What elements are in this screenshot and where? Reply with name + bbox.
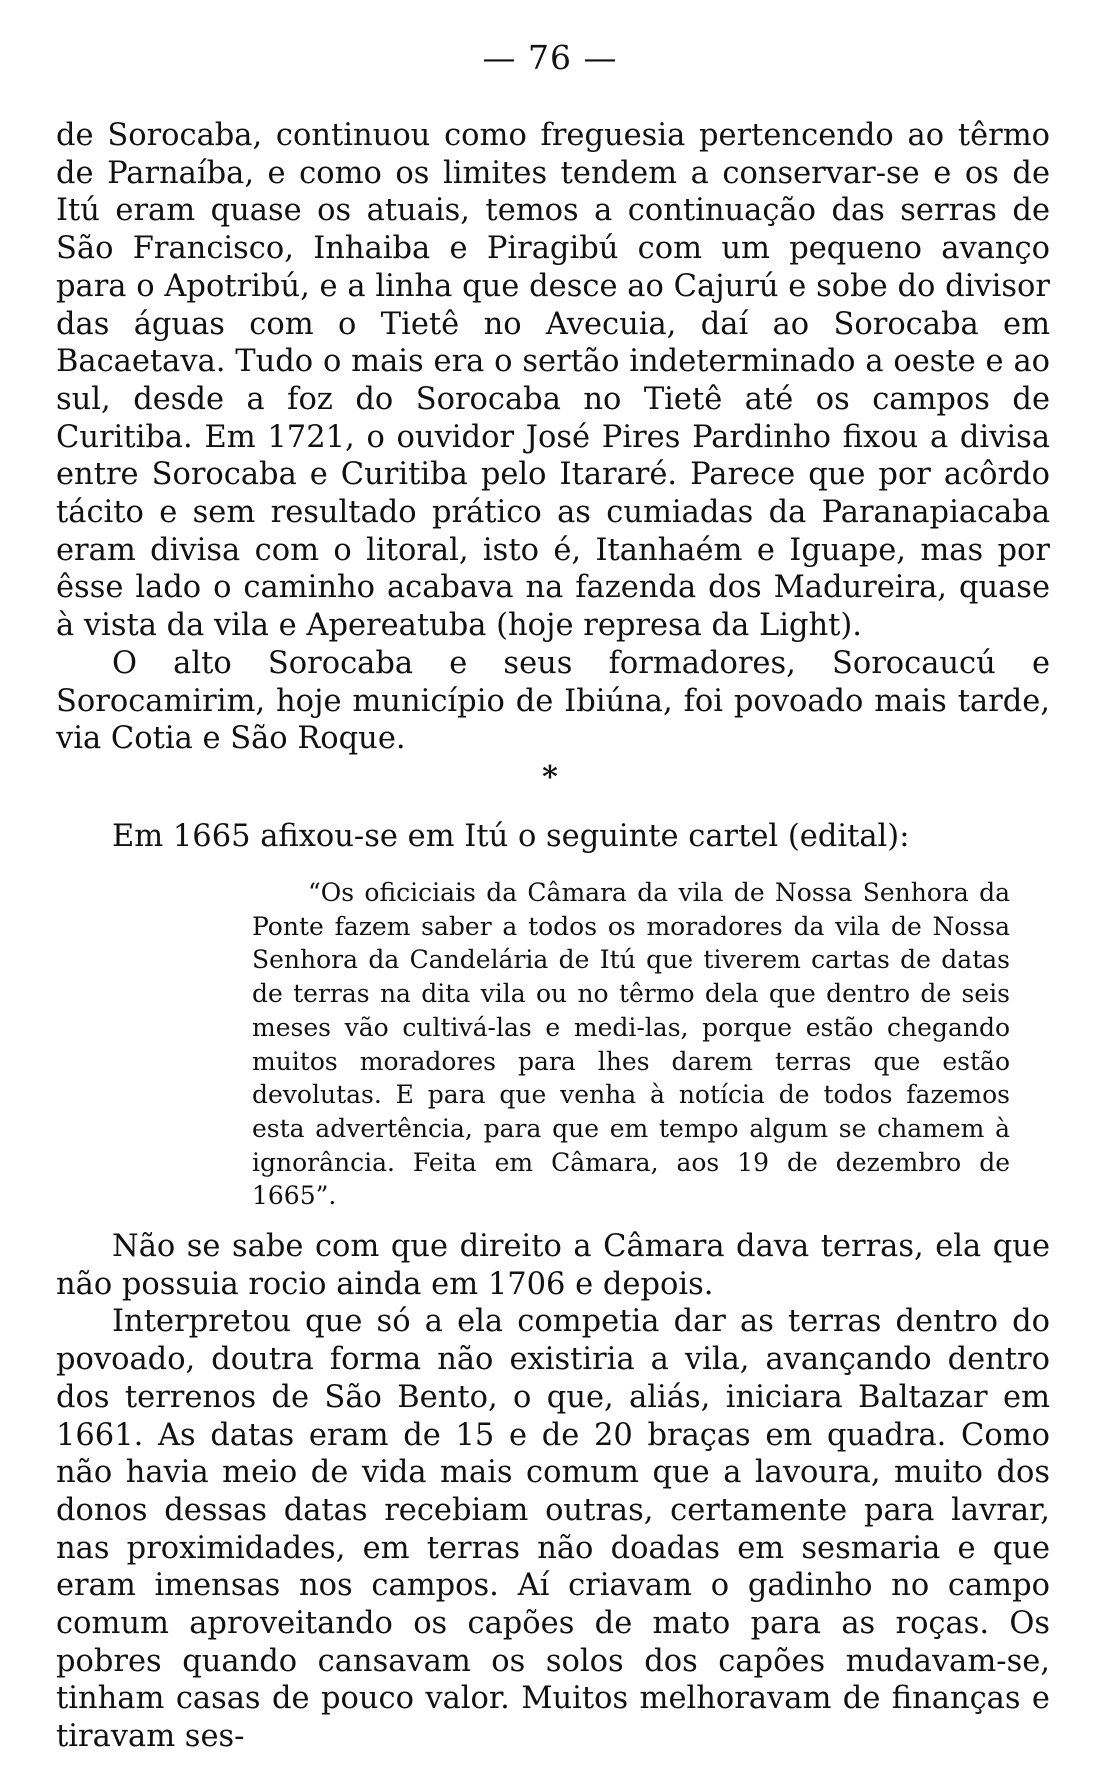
paragraph: Interpretou que só a ela competia dar as terras dentro do povoado, doutra forma não existiria a vila, avançando dentro dos terrenos de São Bento, o que, aliás, iniciara Baltazar em 1661. As datas eram de 15 e de 20 braças em quadra. Como não havia meio de vida mais comum que a lavoura, muito dos donos dessas datas recebiam outras, certamente para lavrar, nas proximidades, em terras não doadas em sesmaria e que eram imensas nos campos. Aí criavam o gadinho no campo comum aproveitando os capões de mato para as roças. Os pobres quando cansavam os solos dos capões mudavam-se, tinham casas de pouco valor. Muitos melhoravam de finanças e tiravam ses- <box>56 1304 1050 1755</box>
paragraph-intro: Em 1665 afixou-se em Itú o seguinte cartel (edital): <box>112 819 910 854</box>
section-separator: * <box>542 760 558 795</box>
text-block-bottom <box>56 1228 1050 1756</box>
text-block-intro <box>56 818 1050 856</box>
block-quote <box>252 876 1010 1213</box>
paragraph: O alto Sorocaba e seus formadores, Sorocaucú e Sorocamirim, hoje município de Ibiúna, foi povoado mais tarde, via Cotia e São Roque. <box>56 645 1050 757</box>
quote-text: “Os oficiciais da Câmara da vila de Nossa Senhora da Ponte fazem saber a todos os moradores da vila de Nossa Senhora da Candelária de Itú que tiverem cartas de datas de terras na dita vila ou no têrmo dela que dentro de seis meses vão cultivá-las e medi-las, porque estão chegando muitos moradores para lhes darem terras que estão devolutas. E para que venha à notícia de todos fazemos esta advertência, para que em tempo algum se chamem à ignorância. Feita em Câmara, aos 19 de dezembro de 1665”. <box>252 878 1010 1211</box>
page-number: — 76 — <box>482 38 618 77</box>
paragraph: de Sorocaba, continuou como freguesia pertencendo ao têrmo de Parnaíba, e como os limites tendem a conservar-se e os de Itú eram quase os atuais, temos a continuação das serras de São Francisco, Inhaiba e Piragibú com um pequeno avanço para o Apotribú, e a linha que desce ao Cajurú e sobe do divisor das águas com o Tietê no Avecuia, daí ao Sorocaba em Bacaetava. Tudo o mais era o sertão indeterminado a oeste e ao sul, desde a foz do Sorocaba no Tietê até os campos de Curitiba. Em 1721, o ouvidor José Pires Pardinho fixou a divisa entre Sorocaba e Curitiba pelo Itararé. Parece que por acôrdo tácito e sem resultado prático as cumiadas da Paranapiacaba eram divisa com o litoral, isto é, Itanhaém e Iguape, mas por êsse lado o caminho acabava na fazenda dos Madureira, quase à vista da vila e Apereatuba (hoje represa da Light). <box>56 118 1050 644</box>
text-block-top <box>56 117 1050 758</box>
paragraph: Não se sabe com que direito a Câmara dava terras, ela que não possuia rocio ainda em 1706 e depois. <box>56 1229 1050 1302</box>
